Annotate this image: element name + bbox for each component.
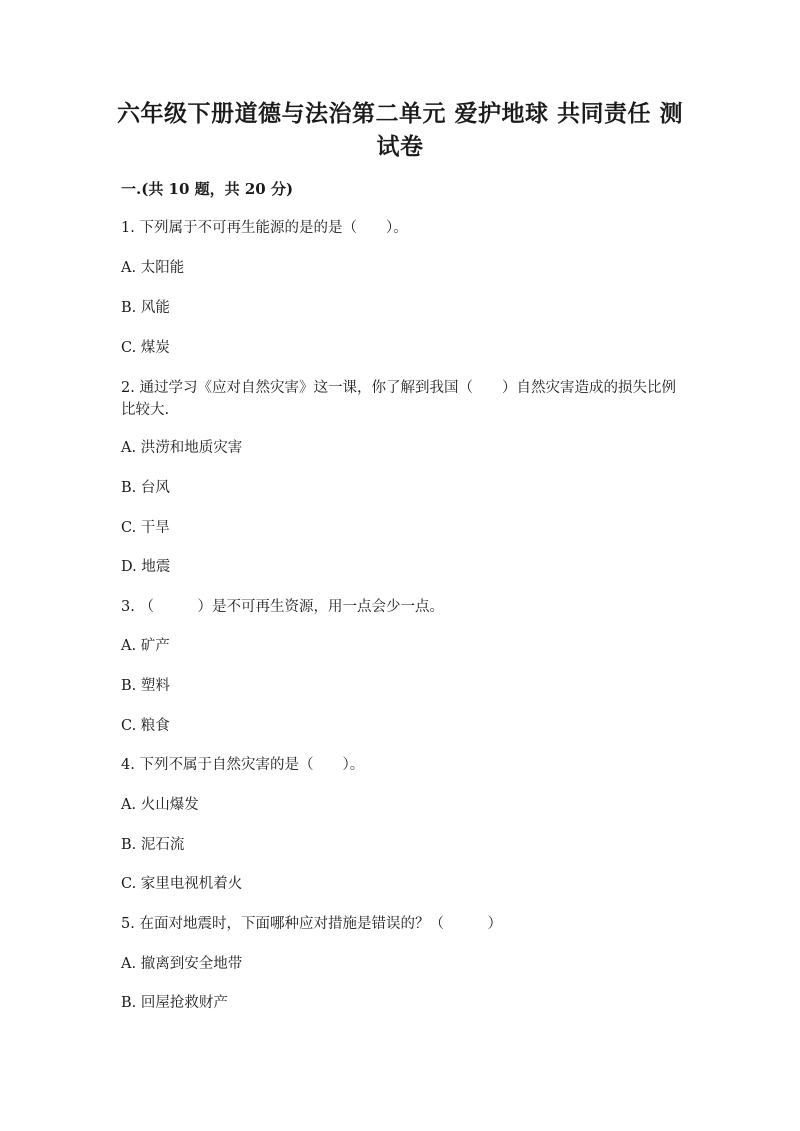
question-1-option-a: A. 太阳能 — [121, 260, 185, 276]
question-3-option-a: A. 矿产 — [121, 638, 170, 654]
document-title: 六年级下册道德与法治第二单元 爱护地球 共同责任 测试卷 — [116, 100, 684, 160]
question-2-option-d: D. 地震 — [121, 559, 171, 575]
question-2-option-b: B. 台风 — [121, 480, 170, 496]
question-5-option-b: B. 回屋抢救财产 — [121, 995, 228, 1011]
question-1-option-c: C. 煤炭 — [121, 340, 170, 356]
question-1-stem: 1. 下列属于不可再生能源的是的是（ ）。 — [121, 220, 408, 236]
question-3-option-b: B. 塑料 — [121, 678, 170, 694]
question-4-option-a: A. 火山爆发 — [121, 797, 199, 813]
question-4-option-c: C. 家里电视机着火 — [121, 876, 243, 892]
question-2-stem: 2. 通过学习《应对自然灾害》这一课，你了解到我国（ ）自然灾害造成的损失比例比较大. — [121, 380, 676, 418]
question-5-stem: 5. 在面对地震时，下面哪种应对措施是错误的？（ ） — [121, 916, 502, 932]
question-2-option-a: A. 洪涝和地质灾害 — [121, 440, 243, 456]
question-4-option-b: B. 泥石流 — [121, 837, 185, 853]
section-heading: 一.(共 10 题，共 20 分) — [121, 180, 294, 198]
question-2-option-c: C. 干旱 — [121, 520, 170, 536]
question-3-stem: 3. （ ）是不可再生资源，用一点会少一点。 — [121, 599, 444, 615]
question-4-stem: 4. 下列不属于自然灾害的是（ ）。 — [121, 757, 365, 773]
question-1-option-b: B. 风能 — [121, 300, 170, 316]
question-5-option-a: A. 撤离到安全地带 — [121, 956, 243, 972]
question-3-option-c: C. 粮食 — [121, 718, 170, 734]
